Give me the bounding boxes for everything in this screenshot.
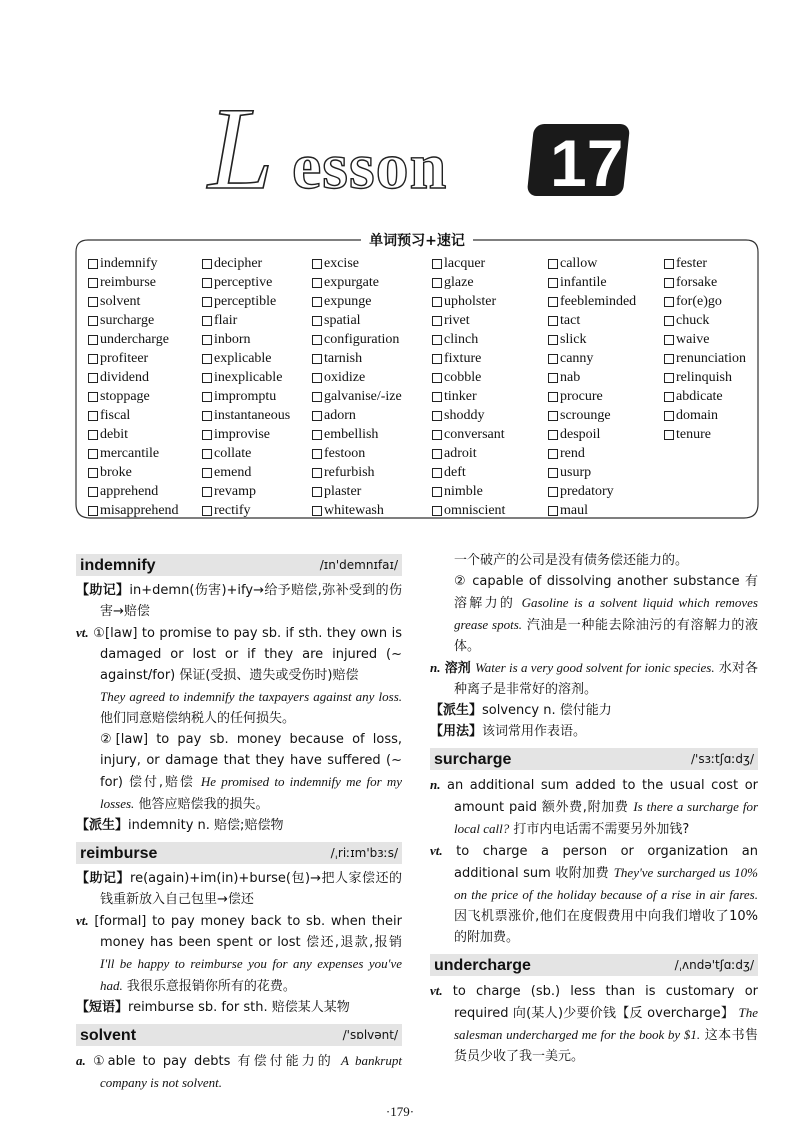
vocab-item: [664, 368, 746, 387]
vocab-word: adorn: [324, 408, 356, 423]
checkbox-icon[interactable]: [432, 373, 442, 383]
vocab-item: [88, 273, 179, 292]
vocab-item: [88, 368, 179, 387]
vocab-word: for(e)go: [676, 294, 722, 309]
vocab-item: [202, 463, 290, 482]
checkbox-icon[interactable]: [88, 430, 98, 440]
vocab-item: [312, 368, 402, 387]
checkbox-icon[interactable]: [312, 373, 322, 383]
vocab-word: reimburse: [100, 275, 156, 290]
vocab-word: fiscal: [100, 408, 131, 423]
vocab-word: rivet: [444, 313, 470, 328]
headword: solvent: [80, 1026, 137, 1044]
vocab-word: rectify: [214, 503, 251, 518]
vocab-word: maul: [560, 503, 588, 518]
checkbox-icon[interactable]: [88, 392, 98, 402]
checkbox-icon[interactable]: [88, 449, 98, 459]
vocab-word: indemnify: [100, 256, 158, 271]
checkbox-icon[interactable]: [664, 259, 674, 269]
checkbox-icon[interactable]: [664, 392, 674, 402]
checkbox-icon[interactable]: [548, 335, 558, 345]
checkbox-icon[interactable]: [312, 335, 322, 345]
vocab-word: lacquer: [444, 256, 486, 271]
vocab-word: embellish: [324, 427, 379, 442]
vocab-item: [88, 463, 179, 482]
definition: n. an additional sum added to the usual cost or amount paid 额外费,附加费 Is there a surcharge for local call? 打市内电话需不需要另外加钱?: [430, 777, 759, 837]
vocab-item: [312, 387, 402, 406]
vocab-word: abdicate: [676, 389, 723, 404]
vocab-item: [548, 292, 636, 311]
vocab-word: stoppage: [100, 389, 150, 404]
usage: 【用法】该词常用作表语。: [430, 724, 587, 739]
checkbox-icon[interactable]: [664, 430, 674, 440]
checkbox-icon[interactable]: [432, 487, 442, 497]
checkbox-icon[interactable]: [432, 278, 442, 288]
vocab-item: [312, 501, 402, 520]
checkbox-icon[interactable]: [548, 373, 558, 383]
vocab-column: [432, 254, 505, 520]
vocab-word: flair: [214, 313, 238, 328]
checkbox-icon[interactable]: [202, 354, 212, 364]
vocab-word: tarnish: [324, 351, 363, 366]
left-column: [76, 548, 402, 1094]
vocab-item: [432, 368, 505, 387]
vocab-item: [202, 292, 290, 311]
vocab-item: [664, 330, 746, 349]
checkbox-icon[interactable]: [432, 411, 442, 421]
memory-aid: 【助记】re(again)+im(in)+burse(包)→把人家偿还的钱重新放入自己包里→偿还: [76, 871, 402, 907]
vocab-item: [664, 254, 746, 273]
vocab-item: [432, 330, 505, 349]
checkbox-icon[interactable]: [664, 354, 674, 364]
derivative: 【派生】indemnity n. 赔偿;赔偿物: [76, 818, 284, 833]
headword: undercharge: [434, 956, 531, 974]
vocab-item: [432, 463, 505, 482]
vocab-item: [548, 482, 636, 501]
vocab-item: [88, 444, 179, 463]
definition: vt. to charge (sb.) less than is customary or required 向(某人)少要价钱【反 overcharge】 The salesman undercharged me for the book by $1. 这本书售货员少收了我一美元。: [430, 983, 758, 1064]
vocab-preview-box: [74, 232, 760, 524]
checkbox-icon[interactable]: [88, 316, 98, 326]
vocab-item: [312, 254, 402, 273]
checkbox-icon[interactable]: [664, 335, 674, 345]
vocab-item: [664, 311, 746, 330]
checkbox-icon[interactable]: [202, 411, 212, 421]
vocab-word: misapprehend: [100, 503, 179, 518]
entry-head-reimburse: [76, 842, 402, 864]
phonetic: /'sɜːtʃɑːdʒ/: [690, 751, 754, 766]
vocab-word: configuration: [324, 332, 400, 347]
vocab-item: [202, 368, 290, 387]
checkbox-icon[interactable]: [548, 487, 558, 497]
vocab-word: excise: [324, 256, 359, 271]
vocab-column: [312, 254, 402, 520]
vocab-item: [202, 444, 290, 463]
vocab-item: [548, 273, 636, 292]
vocab-item: [202, 425, 290, 444]
vocab-item: [88, 425, 179, 444]
checkbox-icon[interactable]: [88, 468, 98, 478]
definition: ②[law] to pay sb. money because of loss, injury, or damage that they have suffered (~ for) 偿付,赔偿 He promised to indemnify me for my losses. 他答应赔偿我的损失。: [100, 732, 402, 812]
vocab-item: [664, 425, 746, 444]
checkbox-icon[interactable]: [312, 278, 322, 288]
vocab-word: mercantile: [100, 446, 160, 461]
vocab-word: collate: [214, 446, 252, 461]
vocab-item: [432, 349, 505, 368]
example: They agreed to indemnify the taxpayers against any loss. 他们同意赔偿纳税人的任何损失。: [100, 689, 402, 726]
vocab-word: predatory: [560, 484, 614, 499]
vocab-item: [432, 501, 505, 520]
vocab-item: [88, 311, 179, 330]
vocab-word: festoon: [324, 446, 366, 461]
vocab-item: [202, 501, 290, 520]
checkbox-icon[interactable]: [202, 373, 212, 383]
vocab-word: galvanise/-ize: [324, 389, 402, 404]
vocab-item: [312, 406, 402, 425]
checkbox-icon[interactable]: [88, 506, 98, 516]
checkbox-icon[interactable]: [432, 259, 442, 269]
checkbox-icon[interactable]: [548, 354, 558, 364]
vocab-item: [664, 406, 746, 425]
vocab-word: impromptu: [214, 389, 277, 404]
checkbox-icon[interactable]: [664, 373, 674, 383]
checkbox-icon[interactable]: [312, 411, 322, 421]
vocab-item: [548, 330, 636, 349]
vocab-item: [202, 273, 290, 292]
checkbox-icon[interactable]: [312, 259, 322, 269]
checkbox-icon[interactable]: [88, 373, 98, 383]
vocab-word: forsake: [676, 275, 718, 290]
vocab-word: adroit: [444, 446, 477, 461]
checkbox-icon[interactable]: [312, 487, 322, 497]
checkbox-icon[interactable]: [202, 468, 212, 478]
checkbox-icon[interactable]: [548, 468, 558, 478]
vocab-word: tact: [560, 313, 581, 328]
vocab-word: canny: [560, 351, 594, 366]
vocab-word: clinch: [444, 332, 479, 347]
checkbox-icon[interactable]: [202, 335, 212, 345]
definition: a. ①able to pay debts 有偿付能力的 A bankrupt company is not solvent.: [76, 1053, 402, 1090]
vocab-word: conversant: [444, 427, 505, 442]
vocab-word: spatial: [324, 313, 361, 328]
checkbox-icon[interactable]: [202, 316, 212, 326]
vocab-item: [312, 292, 402, 311]
vocab-word: relinquish: [676, 370, 732, 385]
vocab-item: [432, 387, 505, 406]
vocab-item: [432, 406, 505, 425]
vocab-item: [548, 311, 636, 330]
definition: vt. [formal] to pay money back to sb. when their money has been spent or lost 偿还,退款,报销 I'll be happy to reimburse you for any expenses you've had. 我很乐意报销你所有的花费。: [76, 913, 402, 994]
vocab-column: [202, 254, 290, 520]
vocab-item: [312, 273, 402, 292]
checkbox-icon[interactable]: [664, 411, 674, 421]
vocab-item: [432, 311, 505, 330]
vocab-item: [664, 387, 746, 406]
lesson-title-word: esson: [292, 130, 448, 203]
vocab-item: [664, 273, 746, 292]
vocab-item: [312, 330, 402, 349]
checkbox-icon[interactable]: [202, 392, 212, 402]
checkbox-icon[interactable]: [548, 259, 558, 269]
vocab-heading: 单词预习+速记: [74, 230, 760, 250]
checkbox-icon[interactable]: [88, 259, 98, 269]
checkbox-icon[interactable]: [432, 297, 442, 307]
phonetic: /'sɒlvənt/: [342, 1027, 398, 1042]
vocab-word: scrounge: [560, 408, 611, 423]
entry-head-indemnify: [76, 554, 402, 576]
checkbox-icon[interactable]: [548, 506, 558, 516]
vocab-word: procure: [560, 389, 603, 404]
checkbox-icon[interactable]: [88, 335, 98, 345]
vocab-word: profiteer: [100, 351, 149, 366]
vocab-word: omniscient: [444, 503, 506, 518]
vocab-word: plaster: [324, 484, 362, 499]
checkbox-icon[interactable]: [312, 316, 322, 326]
checkbox-icon[interactable]: [312, 297, 322, 307]
vocab-word: expunge: [324, 294, 372, 309]
checkbox-icon[interactable]: [88, 411, 98, 421]
vocab-item: [548, 387, 636, 406]
vocab-word: fixture: [444, 351, 482, 366]
vocab-item: [88, 254, 179, 273]
headword: surcharge: [434, 750, 512, 768]
vocab-word: whitewash: [324, 503, 384, 518]
checkbox-icon[interactable]: [664, 297, 674, 307]
vocab-word: apprehend: [100, 484, 159, 499]
example: 一个破产的公司是没有债务偿还能力的。: [454, 553, 689, 568]
vocab-word: chuck: [676, 313, 710, 328]
vocab-item: [432, 254, 505, 273]
checkbox-icon[interactable]: [432, 316, 442, 326]
vocab-item: [664, 349, 746, 368]
vocab-item: [312, 425, 402, 444]
vocab-word: inexplicable: [214, 370, 283, 385]
vocab-item: [432, 292, 505, 311]
vocab-item: [548, 254, 636, 273]
vocab-item: [548, 463, 636, 482]
checkbox-icon[interactable]: [664, 278, 674, 288]
checkbox-icon[interactable]: [312, 354, 322, 364]
checkbox-icon[interactable]: [548, 297, 558, 307]
vocab-item: [312, 463, 402, 482]
vocab-word: slick: [560, 332, 587, 347]
vocab-item: [202, 406, 290, 425]
checkbox-icon[interactable]: [432, 354, 442, 364]
vocab-item: [432, 444, 505, 463]
vocab-word: upholster: [444, 294, 497, 309]
vocab-item: [312, 444, 402, 463]
vocab-item: [202, 330, 290, 349]
vocab-item: [88, 387, 179, 406]
vocab-item: [432, 425, 505, 444]
phonetic: /ˌriːɪm'bɜːs/: [330, 845, 398, 860]
entry-head-undercharge: [430, 954, 758, 976]
memory-aid: 【助记】in+demn(伤害)+ify→给予赔偿,弥补受到的伤害→赔偿: [76, 583, 402, 619]
vocab-item: [312, 349, 402, 368]
vocab-word: instantaneous: [214, 408, 291, 423]
vocab-word: perceptive: [214, 275, 273, 290]
checkbox-icon[interactable]: [548, 411, 558, 421]
vocab-word: inborn: [214, 332, 251, 347]
vocab-item: [548, 349, 636, 368]
vocab-word: despoil: [560, 427, 601, 442]
vocab-item: [202, 387, 290, 406]
lesson-title-graphic: [200, 88, 660, 208]
vocab-item: [432, 273, 505, 292]
checkbox-icon[interactable]: [312, 468, 322, 478]
checkbox-icon[interactable]: [432, 430, 442, 440]
checkbox-icon[interactable]: [88, 297, 98, 307]
vocab-item: [548, 444, 636, 463]
vocab-word: domain: [676, 408, 718, 423]
checkbox-icon[interactable]: [88, 487, 98, 497]
vocab-word: refurbish: [324, 465, 375, 480]
vocab-item: [88, 406, 179, 425]
entry-head-solvent: [76, 1024, 402, 1046]
headword: reimburse: [80, 844, 158, 862]
phrase: 【短语】reimburse sb. for sth. 赔偿某人某物: [76, 1000, 350, 1015]
checkbox-icon[interactable]: [548, 449, 558, 459]
phonetic: /ɪn'demnɪfaɪ/: [319, 557, 398, 572]
vocab-item: [202, 482, 290, 501]
definition: vt. to charge a person or organization an additional sum 收附加费 They've surcharged us 10% on the price of the holiday because of a rise in air fares. 因飞机票涨价,他们在度假费用中向我们增收了10%的附加费。: [430, 843, 758, 945]
vocab-item: [548, 406, 636, 425]
vocab-word: perceptible: [214, 294, 277, 309]
definition: ② capable of dissolving another substance 有溶解力的 Gasoline is a solvent liquid which removes grease spots. 汽油是一种能去除油污的有溶解力的液体。: [454, 574, 758, 654]
vocab-word: feebleminded: [560, 294, 637, 309]
page-number: ·179·: [385, 1104, 415, 1119]
vocab-word: callow: [560, 256, 598, 271]
phonetic: /ˌʌndə'tʃɑːdʒ/: [674, 957, 754, 972]
checkbox-icon[interactable]: [548, 430, 558, 440]
vocab-item: [664, 292, 746, 311]
vocab-word: renunciation: [676, 351, 746, 366]
vocab-item: [548, 501, 636, 520]
vocab-word: infantile: [560, 275, 607, 290]
checkbox-icon[interactable]: [432, 506, 442, 516]
checkbox-icon[interactable]: [202, 297, 212, 307]
checkbox-icon[interactable]: [202, 430, 212, 440]
vocab-word: cobble: [444, 370, 482, 385]
right-column: [430, 550, 758, 1067]
vocab-item: [88, 482, 179, 501]
vocab-word: broke: [100, 465, 132, 480]
vocab-word: solvent: [100, 294, 141, 309]
vocab-word: improvise: [214, 427, 270, 442]
vocab-item: [312, 482, 402, 501]
vocab-item: [548, 425, 636, 444]
vocab-item: [432, 482, 505, 501]
checkbox-icon[interactable]: [312, 449, 322, 459]
vocab-word: usurp: [560, 465, 592, 480]
vocab-word: emend: [214, 465, 252, 480]
checkbox-icon[interactable]: [312, 392, 322, 402]
definition: vt. ①[law] to promise to pay sb. if sth. they own is damaged or lost or if they are injured (~ against/for) 保证(受损、遗失或受伤时)赔偿: [76, 625, 402, 683]
derivative: 【派生】solvency n. 偿付能力: [430, 703, 612, 718]
checkbox-icon[interactable]: [432, 392, 442, 402]
vocab-word: nimble: [444, 484, 483, 499]
definition: n. 溶剂 Water is a very good solvent for ionic species. 水对各种离子是非常好的溶剂。: [430, 660, 758, 697]
checkbox-icon[interactable]: [88, 278, 98, 288]
vocab-word: expurgate: [324, 275, 379, 290]
checkbox-icon[interactable]: [432, 468, 442, 478]
vocab-column: [548, 254, 636, 520]
checkbox-icon[interactable]: [432, 449, 442, 459]
checkbox-icon[interactable]: [202, 506, 212, 516]
checkbox-icon[interactable]: [548, 278, 558, 288]
vocab-word: nab: [560, 370, 581, 385]
vocab-item: [88, 292, 179, 311]
vocab-word: tinker: [444, 389, 477, 404]
vocab-word: debit: [100, 427, 128, 442]
lesson-number: 17: [550, 126, 624, 200]
vocab-item: [202, 311, 290, 330]
vocab-item: [312, 311, 402, 330]
checkbox-icon[interactable]: [548, 392, 558, 402]
vocab-item: [548, 368, 636, 387]
vocab-word: glaze: [444, 275, 474, 290]
checkbox-icon[interactable]: [202, 449, 212, 459]
vocab-word: tenure: [676, 427, 711, 442]
checkbox-icon[interactable]: [664, 316, 674, 326]
vocab-word: shoddy: [444, 408, 485, 423]
vocab-column: [88, 254, 179, 520]
checkbox-icon[interactable]: [312, 506, 322, 516]
lesson-title: [200, 88, 660, 208]
vocab-word: explicable: [214, 351, 272, 366]
vocab-item: [88, 330, 179, 349]
vocab-word: surcharge: [100, 313, 155, 328]
vocab-word: dividend: [100, 370, 149, 385]
checkbox-icon[interactable]: [432, 335, 442, 345]
checkbox-icon[interactable]: [88, 354, 98, 364]
vocab-word: undercharge: [100, 332, 169, 347]
vocab-word: revamp: [214, 484, 256, 499]
checkbox-icon[interactable]: [202, 278, 212, 288]
lesson-title-L: L: [208, 88, 274, 208]
vocab-word: deft: [444, 465, 466, 480]
vocab-item: [202, 349, 290, 368]
entry-head-surcharge: [430, 748, 758, 770]
vocab-word: rend: [560, 446, 585, 461]
vocab-column: [664, 254, 746, 444]
vocab-word: waive: [676, 332, 710, 347]
vocab-item: [88, 349, 179, 368]
checkbox-icon[interactable]: [548, 316, 558, 326]
vocab-word: fester: [676, 256, 708, 271]
vocab-word: oxidize: [324, 370, 366, 385]
checkbox-icon[interactable]: [202, 259, 212, 269]
checkbox-icon[interactable]: [202, 487, 212, 497]
checkbox-icon[interactable]: [312, 430, 322, 440]
vocab-word: decipher: [214, 256, 263, 271]
vocab-item: [202, 254, 290, 273]
headword: indemnify: [80, 556, 156, 574]
vocab-item: [88, 501, 179, 520]
